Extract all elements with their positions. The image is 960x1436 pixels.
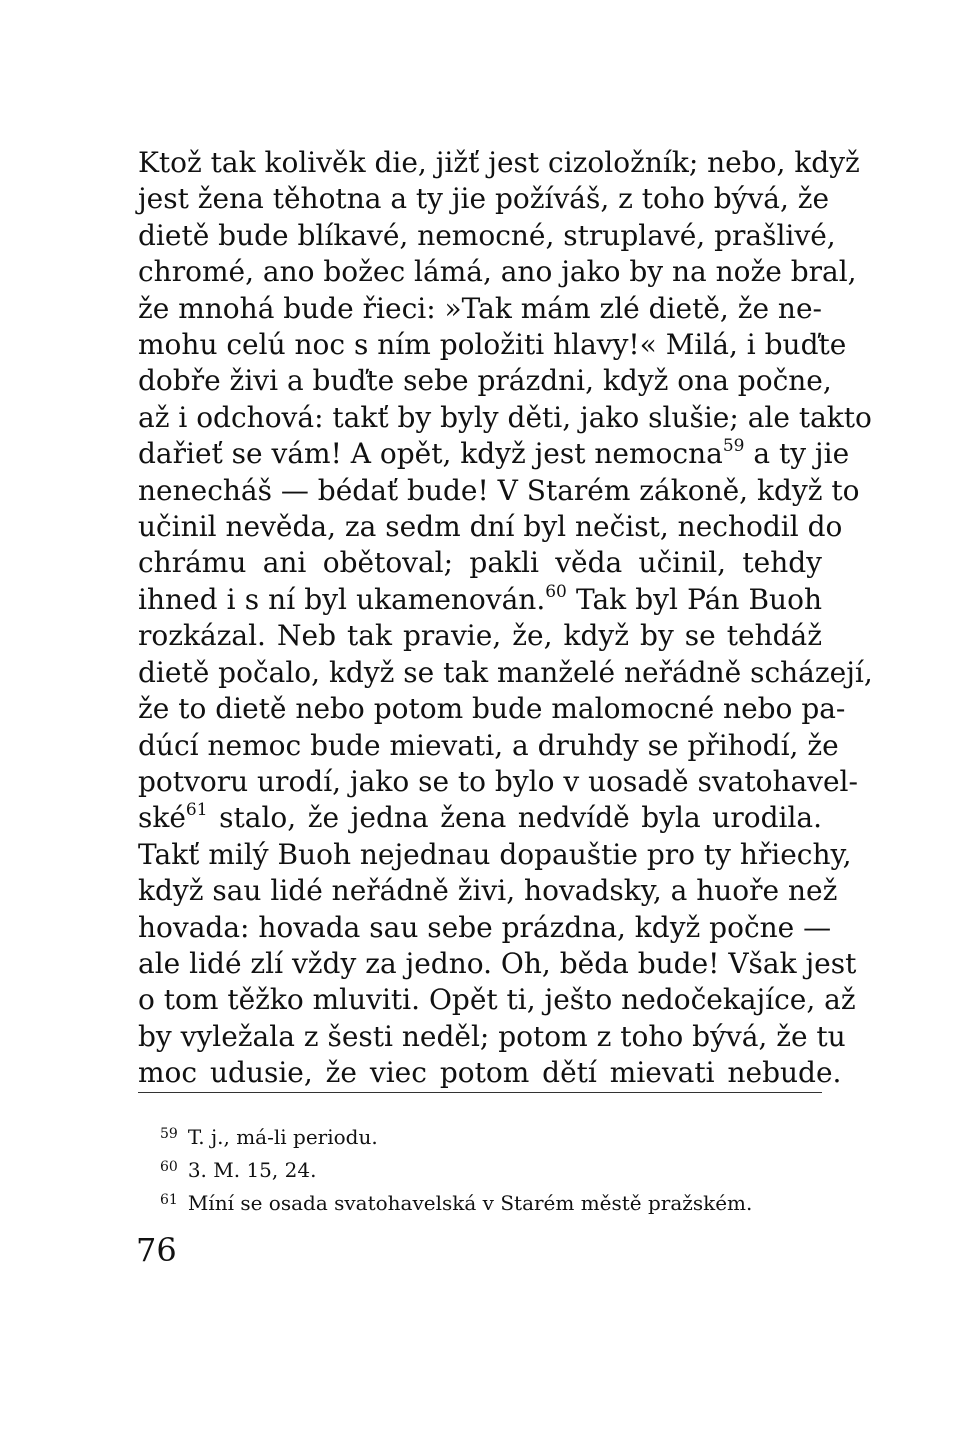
text-line: že mnohá bude řieci: »Tak mám zlé dietě, že ne- (138, 291, 822, 325)
text-line: dobře živi a buďte sebe prázdni, když ona počne, (138, 364, 832, 398)
text-line: že to dietě nebo potom bude malomocné nebo pa- (138, 692, 846, 726)
text-line: o tom těžko mluviti. Opět ti, ješto nedočekajíce, až (138, 983, 856, 1017)
footnote-59 (160, 1122, 820, 1155)
text-line: mohu celú noc s ním položiti hlavy!« Milá, i buďte (138, 328, 847, 362)
text-line: dúcí nemoc bude mievati, a druhdy se přihodí, že (138, 728, 839, 762)
text-line (138, 435, 850, 472)
footnote-61 (160, 1188, 820, 1221)
footnote-ref-61: 61 (185, 799, 208, 820)
footnotes (160, 1122, 820, 1221)
text-line: ale lidé zlí vždy za jedno. Oh, běda bude! Však jest (138, 946, 857, 980)
footnote-number: 60 (160, 1159, 178, 1175)
text-line: dietě počalo, když se tak manželé neřádně scházejí, (138, 655, 873, 689)
footnote-text: Míní se osada svatohavelská v Starém městě pražském. (187, 1191, 753, 1215)
text-line (138, 800, 822, 836)
footnote-divider (138, 1092, 822, 1093)
footnote-text: 3. M. 15, 24. (187, 1158, 317, 1182)
text-line: by vyležala z šesti neděl; potom z toho bývá, že tu (138, 1019, 846, 1053)
text-line: Takť milý Buoh nejednau dopauštie pro ty hřiechy, (138, 837, 852, 871)
text-segment: Tak byl Pán Buoh (566, 582, 822, 616)
text-segment: ihned i s ní byl ukamenován. (138, 582, 546, 616)
text-line: učinil nevěda, za sedm dní byl nečist, nechodil do (138, 510, 843, 544)
text-segment: a ty jie (744, 437, 850, 471)
footnote-60 (160, 1155, 820, 1188)
footnote-ref-59: 59 (722, 435, 745, 456)
body-text (138, 145, 873, 1092)
text-segment: ské (138, 801, 186, 835)
footnote-ref-60: 60 (545, 581, 567, 602)
footnote-text: T. j., má-li periodu. (187, 1125, 378, 1149)
text-line: až i odchová: takť by byly děti, jako slušie; ale takto (138, 400, 872, 434)
text-line: nenecháš — bédať bude! V Starém zákoně, když to (138, 473, 860, 507)
text-line: hovada: hovada sau sebe prázdna, když počne — (138, 910, 832, 944)
text-line: rozkázal. Neb tak pravie, že, když by se tehdáž (138, 619, 822, 653)
text-line: chromé, ano božec lámá, ano jako by na nože bral, (138, 255, 857, 289)
text-line: dietě bude blíkavé, nemocné, struplavé, prašlivé, (138, 218, 836, 252)
text-line: jest žena těhotna a ty jie požíváš, z toho bývá, že (138, 182, 830, 216)
footnote-number: 61 (160, 1192, 178, 1208)
text-line: Ktož tak kolivěk die, jižť jest cizoložník; nebo, když (138, 146, 860, 179)
page-number: 76 (136, 1231, 177, 1269)
text-line: moc udusie, že viec potom dětí mievati nebude. (138, 1056, 842, 1090)
text-segment: dařieť se vám! A opět, když jest nemocna (138, 437, 723, 471)
text-line (138, 582, 822, 618)
text-line: když sau lidé neřádně živi, hovadsky, a huoře než (138, 874, 838, 908)
text-line: potvoru urodí, jako se to bylo v uosadě svatohavel- (138, 764, 858, 798)
footnote-number: 59 (160, 1126, 178, 1142)
text-line: chrámu ani obětoval; pakli věda učinil, tehdy (138, 546, 822, 580)
text-segment: stalo, že jedna žena nedvídě byla urodila. (207, 801, 822, 835)
